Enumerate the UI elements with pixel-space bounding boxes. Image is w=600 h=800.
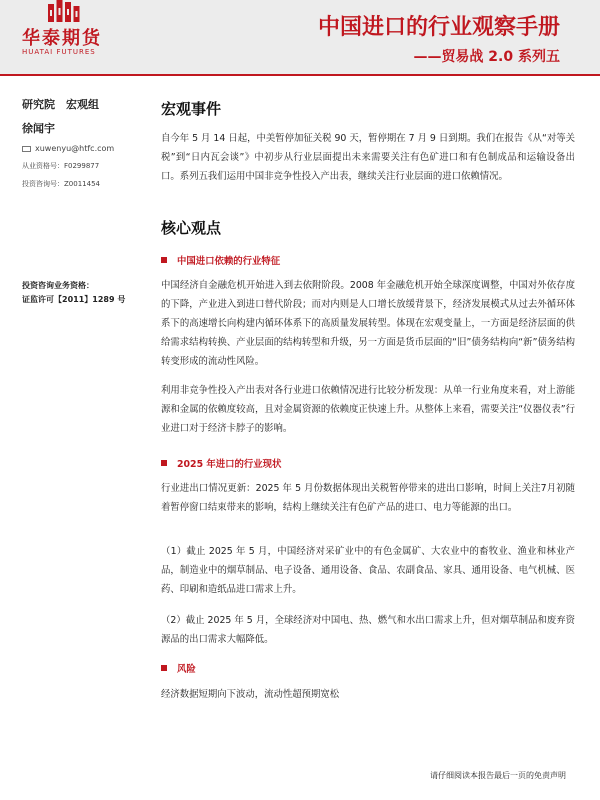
paragraph-block-1 <box>161 276 575 371</box>
logo-mark-icon <box>48 0 80 22</box>
section-macro-text-block <box>161 129 575 186</box>
license-heading: 投资咨询业务资格： <box>22 281 94 290</box>
paragraph-block-3 <box>161 479 575 517</box>
paragraph: 经济数据短期向下波动，流动性超预期宽松 <box>161 689 340 700</box>
paragraph: （1）截止 2025 年 5 月，中国经济对采矿业中的有色金属矿、大农业中的畜牧业、渔业和林业产品，制造业中的烟草制品、电子设备、通用设备、食品、农副食品、家具、通用设备、电气机械、医药、印刷和造纸品进口需求上升。 <box>161 546 575 595</box>
subheading-2025-status <box>161 456 575 470</box>
bullet-square-icon <box>161 257 167 263</box>
consulting-number: 投资咨询号：Z0011454 <box>22 180 100 188</box>
paragraph-block-6 <box>161 685 575 704</box>
license-number: 证监许可【2011】1289 号 <box>22 295 126 304</box>
bullet-square-icon <box>161 460 167 466</box>
logo-text-en: HUATAI FUTURES <box>22 48 96 56</box>
footer-disclaimer: 请仔细阅读本报告最后一页的免责声明 <box>430 771 566 780</box>
report-title: 中国进口的行业观察手册 <box>317 15 560 40</box>
report-header <box>0 0 600 74</box>
bullet-square-icon <box>161 665 167 671</box>
section-title: 核心观点 <box>161 219 222 237</box>
email-row <box>22 144 142 153</box>
section-title: 宏观事件 <box>161 100 222 118</box>
subheading-text: 风险 <box>177 664 196 675</box>
subheading-text: 2025 年进口的行业现状 <box>177 459 282 470</box>
subheading-text: 中国进口依赖的行业特征 <box>177 256 281 267</box>
logo-text-cn: 华泰期货 <box>22 28 102 49</box>
paragraph: 中国经济自金融危机开始进入到去依附阶段。2008 年金融危机开始全球深度调整，中国对外依存度的下降，产业进入到进口替代阶段；而对内则是人口增长放缓背景下，经济发展模式从过去外循环体系下的高速增长向构建内循环体系下的高质量发展转型。体现在宏观变量上，一方面是经济层面的供给需求结构转换、产业层面的结构转型和升级，另一方面是货币层面的“旧”债务结构向“新”债务结构转变形成的流动性风险。 <box>161 280 575 367</box>
paragraph: 行业进出口情况更新：2025 年 5 月份数据体现出关税暂停带来的进出口影响，时间上关注7月初随着暂停窗口结束带来的影响，结构上继续关注有色矿产品的进口、电力等能源的出口。 <box>161 483 575 513</box>
company-logo <box>22 0 102 62</box>
section-core-views <box>161 217 575 238</box>
analyst-name: 徐闻宇 <box>22 122 55 135</box>
analyst-sidebar <box>22 96 142 304</box>
macro-events-paragraph: 自今年 5 月 14 日起，中美暂停加征关税 90 天，暂停期在 7 月 9 日到期。我们在报告《从“对等关税”到“日内瓦会谈”》中初步从行业层面提出未来需要关注有色矿进口和有色制成品和运输设备出口。系列五我们运用中国非竞争性投入产出表，继续关注行业层面的进口依赖情况。 <box>161 133 575 182</box>
paragraph-block-2 <box>161 381 575 438</box>
department-label: 研究院 宏观组 <box>22 98 99 111</box>
report-subtitle: ——贸易战 2.0 系列五 <box>413 49 560 65</box>
subheading-import-dependence <box>161 253 575 267</box>
paragraph: （2）截止 2025 年 5 月，全球经济对中国电、热、燃气和水出口需求上升，但对烟草制品和废弃资源品的出口需求大幅降低。 <box>161 615 575 645</box>
paragraph-block-5 <box>161 611 575 649</box>
section-macro-events <box>161 98 575 119</box>
subheading-risk <box>161 661 575 675</box>
header-divider <box>0 74 600 76</box>
envelope-icon <box>22 146 31 152</box>
paragraph-block-4 <box>161 542 575 599</box>
analyst-email[interactable]: xuwenyu@htfc.com <box>35 144 115 153</box>
paragraph: 利用非竞争性投入产出表对各行业进口依赖情况进行比较分析发现：从单一行业角度来看，对上游能源和金属的依赖度较高，且对金属资源的依赖度正快速上升。从整体上来看，需要关注“仪器仪表”行业进口对于经济卡脖子的影响。 <box>161 385 575 434</box>
qualification-number: 从业资格号：F0299877 <box>22 162 100 170</box>
